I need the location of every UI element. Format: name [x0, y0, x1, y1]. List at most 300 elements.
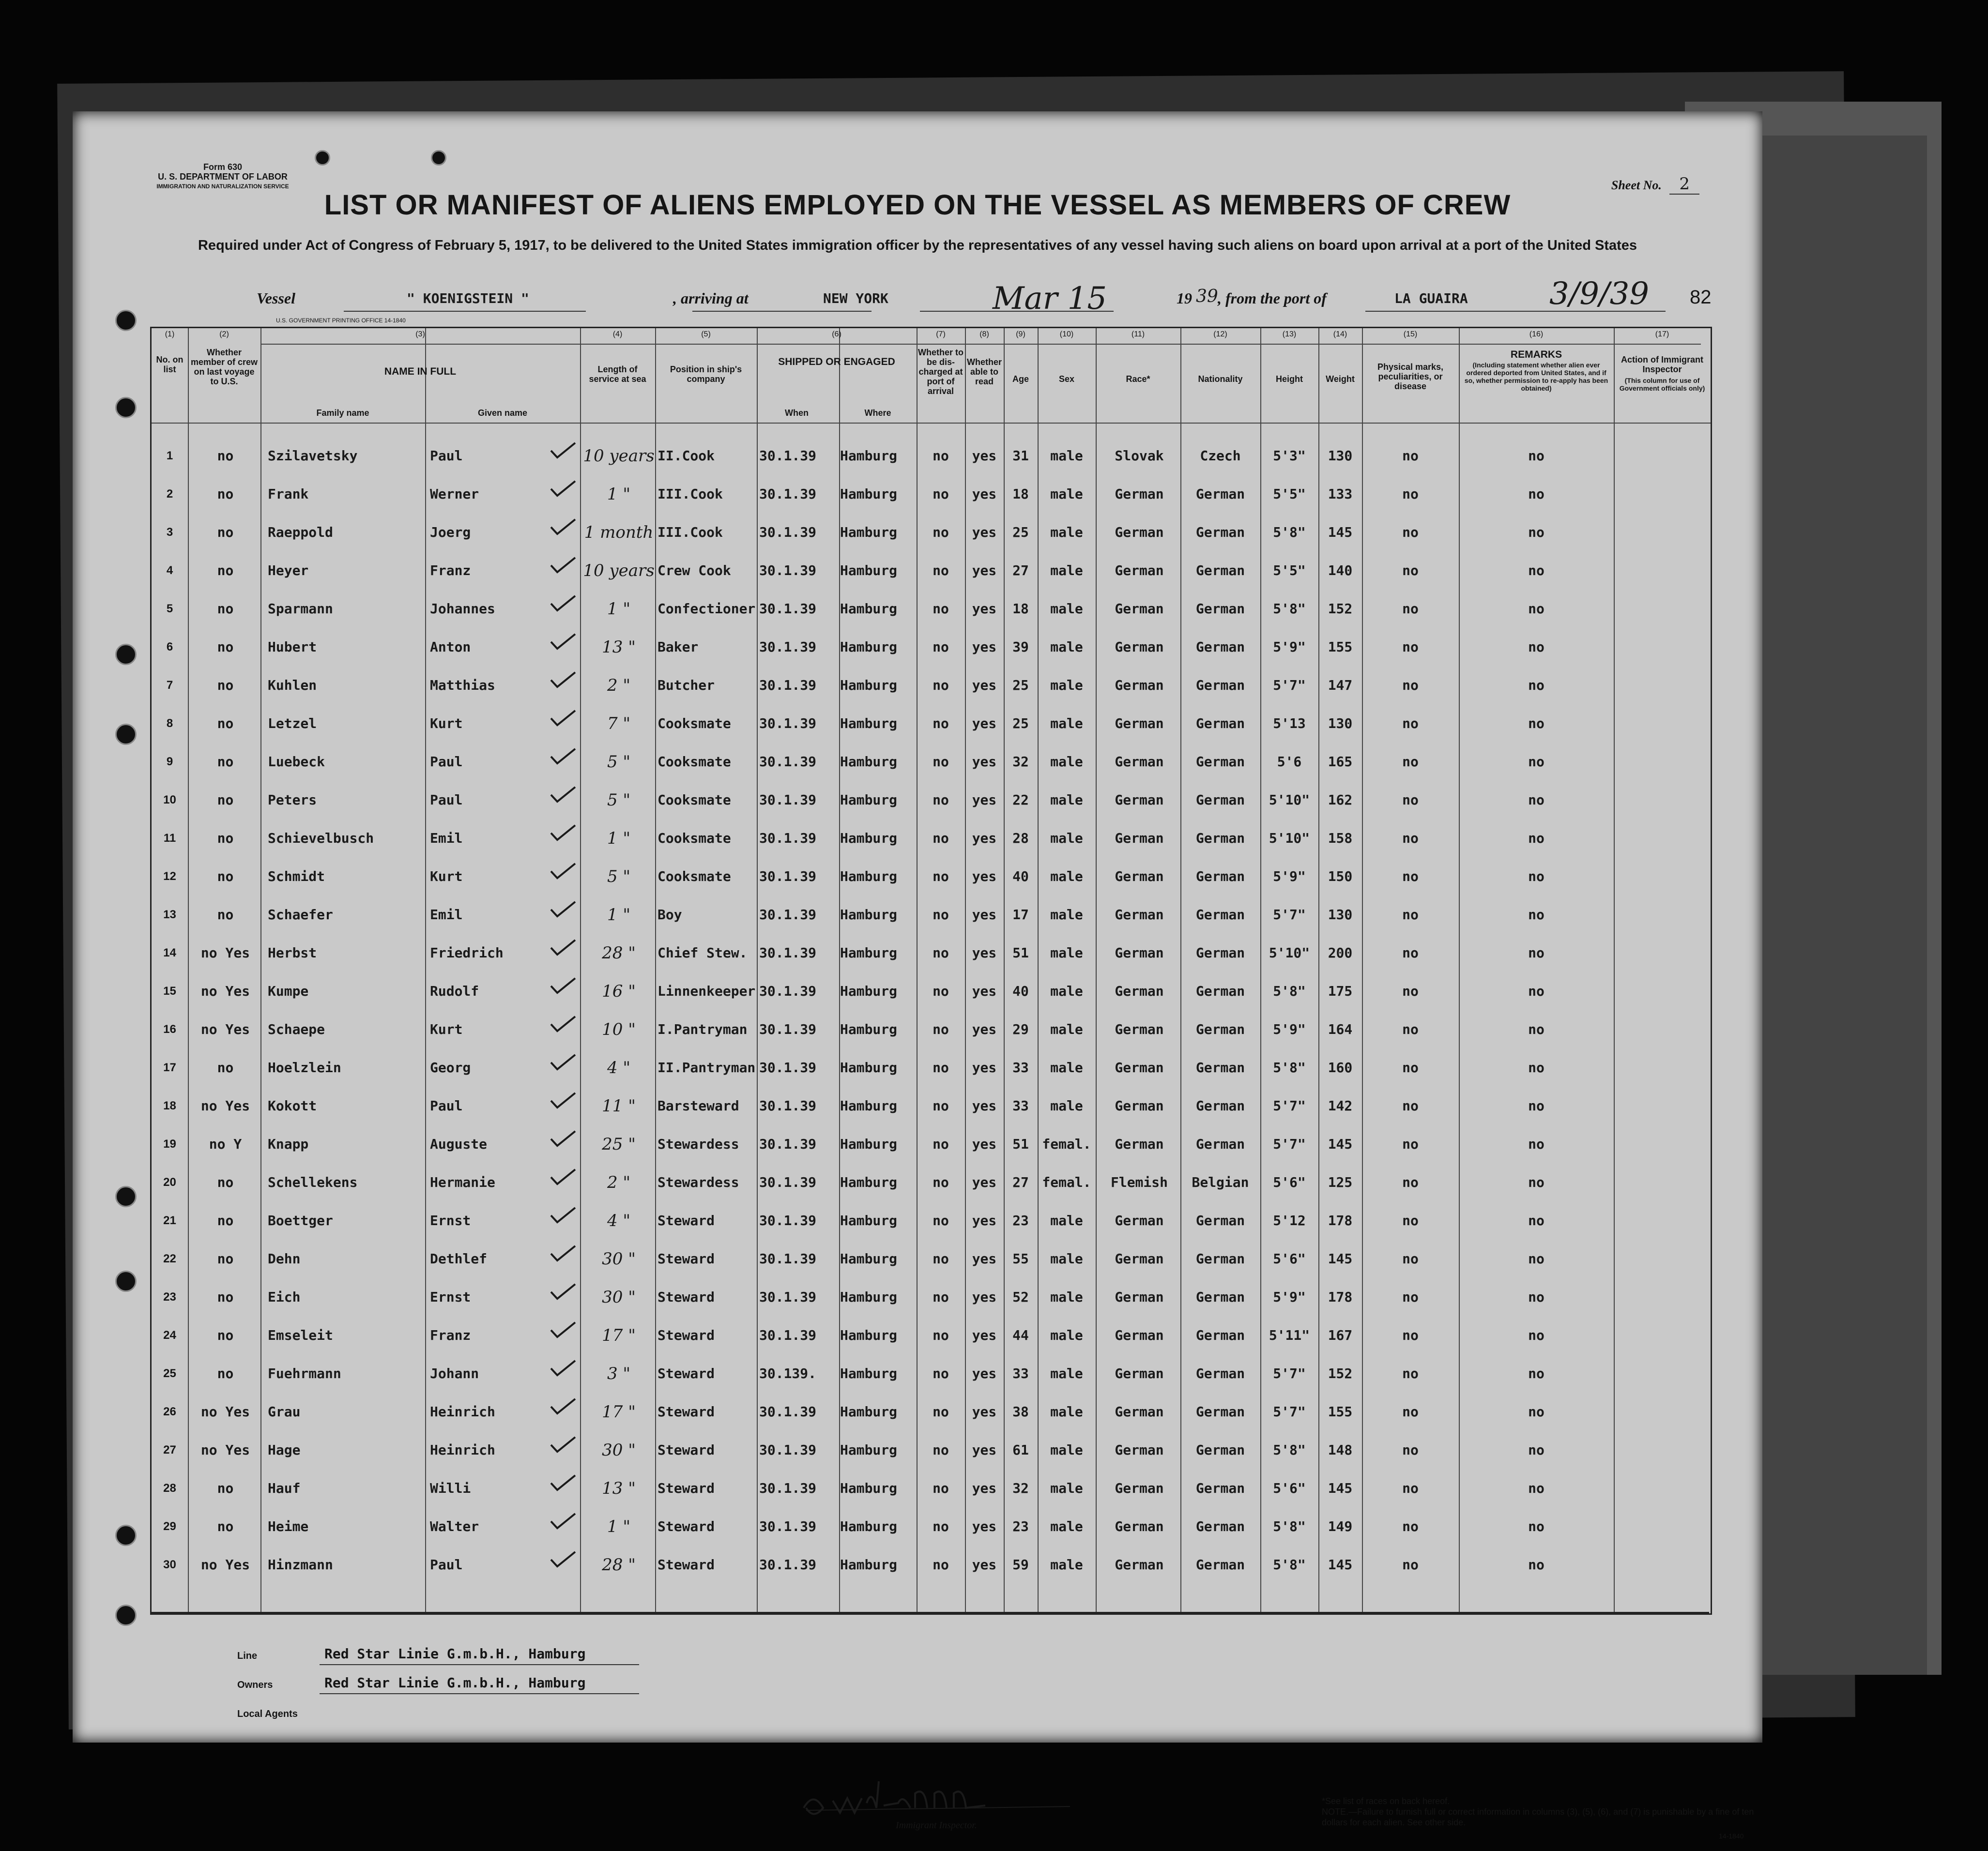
remarks-cell: no: [1528, 1060, 1545, 1076]
given-name-cell: Johannes: [430, 601, 495, 617]
race-cell: German: [1115, 1021, 1164, 1037]
service-cell: 10 years: [583, 561, 655, 580]
height-cell: 5'6": [1273, 1174, 1306, 1190]
underline: [920, 311, 1114, 312]
weight-cell: 145: [1328, 1251, 1353, 1267]
form-code: 14-1840: [1719, 1832, 1744, 1840]
header-shipped-engaged: SHIPPED OR ENGAGED: [778, 356, 895, 367]
remarks-cell: no: [1528, 754, 1545, 770]
where-cell: Hamburg: [840, 792, 898, 808]
signature-graphic: [799, 1781, 1089, 1820]
height-cell: 5'9": [1273, 1021, 1306, 1037]
row-number: 29: [163, 1520, 176, 1533]
table-row: [152, 1202, 1711, 1240]
sex-cell: male: [1050, 562, 1083, 578]
where-cell: Hamburg: [840, 524, 898, 540]
family-name-cell: Fuehrmann: [268, 1365, 341, 1381]
nationality-cell: German: [1195, 1060, 1245, 1076]
when-cell: 30.139.: [759, 1365, 817, 1381]
read-cell: yes: [972, 601, 997, 617]
row-number: 23: [163, 1290, 176, 1304]
sex-cell: male: [1050, 1442, 1083, 1458]
family-name-cell: Kumpe: [268, 983, 309, 999]
check-mark-icon: [549, 479, 578, 499]
given-name-cell: Paul: [430, 1098, 463, 1114]
position-cell: Crew Cook: [658, 562, 731, 578]
row-number: 30: [163, 1558, 176, 1571]
table-row: [152, 514, 1711, 551]
service-cell: 4 ": [607, 1058, 631, 1077]
race-cell: German: [1115, 715, 1164, 731]
where-cell: Hamburg: [840, 639, 898, 655]
read-cell: yes: [972, 1327, 997, 1343]
marks-cell: no: [1402, 1480, 1419, 1496]
where-cell: Hamburg: [840, 715, 898, 731]
remarks-cell: no: [1528, 868, 1545, 884]
where-cell: Hamburg: [840, 1251, 898, 1267]
read-cell: yes: [972, 868, 997, 884]
table-row: [152, 1393, 1711, 1431]
when-cell: 30.1.39: [759, 1442, 817, 1458]
check-mark-icon: [549, 632, 578, 652]
family-name-cell: Kokott: [268, 1098, 317, 1114]
read-cell: yes: [972, 907, 997, 923]
race-cell: German: [1115, 830, 1164, 846]
remarks-cell: no: [1528, 639, 1545, 655]
when-cell: 30.1.39: [759, 524, 817, 540]
read-cell: yes: [972, 830, 997, 846]
age-cell: 32: [1012, 754, 1029, 770]
row-number: 12: [163, 870, 176, 883]
age-cell: 29: [1012, 1021, 1029, 1037]
sex-cell: male: [1050, 524, 1083, 540]
service-cell: 1 ": [607, 829, 631, 848]
position-cell: II.Cook: [658, 448, 715, 464]
discharged-cell: no: [933, 754, 949, 770]
table-row: [152, 1355, 1711, 1393]
year-prefix: 19: [1177, 289, 1192, 307]
row-number: 3: [166, 526, 173, 539]
when-cell: 30.1.39: [759, 1251, 817, 1267]
position-cell: Cooksmate: [658, 792, 731, 808]
height-cell: 5'10": [1269, 792, 1310, 808]
remarks-cell: no: [1528, 677, 1545, 693]
from-port: LA GUAIRA: [1394, 290, 1468, 306]
family-name-cell: Hubert: [268, 639, 317, 655]
check-mark-icon: [549, 1359, 578, 1378]
sex-cell: male: [1050, 1327, 1083, 1343]
last-voyage-cell: no: [217, 1365, 234, 1381]
read-cell: yes: [972, 1251, 997, 1267]
nationality-cell: German: [1195, 1021, 1245, 1037]
discharged-cell: no: [933, 1557, 949, 1573]
when-cell: 30.1.39: [759, 830, 817, 846]
table-row: [152, 1470, 1711, 1507]
table-row: [152, 1278, 1711, 1316]
column-number: (9): [1016, 330, 1025, 338]
service-cell: 1 month: [584, 523, 654, 542]
header-race: Race*: [1126, 374, 1150, 384]
punch-hole: [115, 397, 137, 418]
punch-hole: [431, 150, 446, 166]
check-mark-icon: [549, 1015, 578, 1034]
given-name-cell: Kurt: [430, 868, 463, 884]
marks-cell: no: [1402, 792, 1419, 808]
discharged-cell: no: [933, 1442, 949, 1458]
given-name-cell: Paul: [430, 792, 463, 808]
row-number: 4: [166, 564, 173, 577]
position-cell: Steward: [658, 1251, 715, 1267]
last-voyage-cell: no: [217, 1518, 234, 1534]
header-sex: Sex: [1058, 374, 1075, 384]
height-cell: 5'7": [1273, 1365, 1306, 1381]
remarks-cell: no: [1528, 715, 1545, 731]
discharged-cell: no: [933, 1480, 949, 1496]
last-voyage-cell: no: [217, 1480, 234, 1496]
height-cell: 5'10": [1269, 830, 1310, 846]
sex-cell: male: [1050, 639, 1083, 655]
sex-cell: male: [1050, 868, 1083, 884]
age-cell: 18: [1012, 601, 1029, 617]
marks-cell: no: [1402, 754, 1419, 770]
last-voyage-cell: no: [217, 1251, 234, 1267]
read-cell: yes: [972, 524, 997, 540]
row-number: 6: [166, 640, 173, 653]
last-voyage-cell: no: [217, 1289, 234, 1305]
row-number: 10: [163, 793, 176, 806]
height-cell: 5'9": [1273, 868, 1306, 884]
service-cell: 30 ": [602, 1288, 636, 1307]
header-able-to-read: Whether able to read: [967, 357, 1002, 386]
position-cell: Steward: [658, 1480, 715, 1496]
age-cell: 23: [1012, 1213, 1029, 1229]
when-cell: 30.1.39: [759, 945, 817, 961]
table-row: [152, 934, 1711, 972]
marks-cell: no: [1402, 1365, 1419, 1381]
check-mark-icon: [549, 1550, 578, 1569]
race-cell: German: [1115, 601, 1164, 617]
check-mark-icon: [549, 1168, 578, 1187]
read-cell: yes: [972, 562, 997, 578]
weight-cell: 164: [1328, 1021, 1353, 1037]
read-cell: yes: [972, 1174, 997, 1190]
sex-cell: male: [1050, 754, 1083, 770]
year-suffix: 39: [1196, 287, 1218, 306]
row-number: 24: [163, 1329, 176, 1342]
position-cell: Steward: [658, 1365, 715, 1381]
underline: [320, 1664, 639, 1665]
discharged-cell: no: [933, 639, 949, 655]
race-cell: German: [1115, 1480, 1164, 1496]
read-cell: yes: [972, 983, 997, 999]
service-cell: 1 ": [607, 905, 631, 925]
weight-cell: 200: [1328, 945, 1353, 961]
where-cell: Hamburg: [840, 868, 898, 884]
table-row: [152, 1164, 1711, 1201]
header-age: Age: [1012, 374, 1029, 384]
family-name-cell: Letzel: [268, 715, 317, 731]
background-sheet: [1753, 136, 1927, 1675]
sex-cell: male: [1050, 907, 1083, 923]
read-cell: yes: [972, 1404, 997, 1420]
discharged-cell: no: [933, 868, 949, 884]
height-cell: 5'6: [1277, 754, 1302, 770]
service-cell: 5 ": [607, 752, 631, 772]
row-number: 26: [163, 1405, 176, 1418]
service-cell: 1 ": [607, 599, 631, 619]
marks-cell: no: [1402, 1404, 1419, 1420]
footer: [165, 1626, 1762, 1738]
height-cell: 5'8": [1273, 1442, 1306, 1458]
given-name-cell: Matthias: [430, 677, 495, 693]
race-cell: German: [1115, 792, 1164, 808]
height-cell: 5'5": [1273, 486, 1306, 502]
discharged-cell: no: [933, 1060, 949, 1076]
race-cell: German: [1115, 1557, 1164, 1573]
weight-cell: 155: [1328, 1404, 1353, 1420]
when-cell: 30.1.39: [759, 486, 817, 502]
row-number: 7: [166, 679, 173, 692]
remarks-cell: no: [1528, 448, 1545, 464]
age-cell: 23: [1012, 1518, 1029, 1534]
given-name-cell: Hermanie: [430, 1174, 495, 1190]
note-races: *See list of races on back hereof.: [1322, 1796, 1450, 1806]
when-cell: 30.1.39: [759, 1174, 817, 1190]
marks-cell: no: [1402, 983, 1419, 999]
nationality-cell: German: [1195, 1289, 1245, 1305]
sex-cell: male: [1050, 486, 1083, 502]
race-cell: German: [1115, 907, 1164, 923]
given-name-cell: Ernst: [430, 1213, 471, 1229]
last-voyage-cell: no: [217, 601, 234, 617]
row-number: 1: [166, 449, 173, 462]
row-number: 11: [163, 832, 176, 845]
service-cell: 5 ": [607, 867, 631, 886]
nationality-cell: German: [1195, 486, 1245, 502]
weight-cell: 158: [1328, 830, 1353, 846]
height-cell: 5'9": [1273, 1289, 1306, 1305]
position-cell: Steward: [658, 1327, 715, 1343]
remarks-cell: no: [1528, 983, 1545, 999]
row-number: 28: [163, 1482, 176, 1495]
where-cell: Hamburg: [840, 1442, 898, 1458]
nationality-cell: German: [1195, 1480, 1245, 1496]
punch-hole: [115, 1605, 137, 1626]
given-name-cell: Werner: [430, 486, 479, 502]
position-cell: Stewardess: [658, 1174, 739, 1190]
weight-cell: 145: [1328, 1136, 1353, 1152]
header-action-note: (This column for use of Government officials only): [1619, 377, 1705, 392]
discharged-cell: no: [933, 448, 949, 464]
family-name-cell: Kuhlen: [268, 677, 317, 693]
column-number: (17): [1655, 330, 1669, 338]
discharged-cell: no: [933, 945, 949, 961]
nationality-cell: German: [1195, 945, 1245, 961]
header-nationality: Nationality: [1198, 374, 1243, 384]
table-bottom-rule: [150, 1612, 1709, 1613]
age-cell: 22: [1012, 792, 1029, 808]
race-cell: Slovak: [1115, 448, 1164, 464]
height-cell: 5'11": [1269, 1327, 1310, 1343]
age-cell: 18: [1012, 486, 1029, 502]
discharged-cell: no: [933, 715, 949, 731]
header-physical-marks: Physical marks, peculiarities, or disease: [1377, 362, 1444, 391]
family-name-cell: Emseleit: [268, 1327, 333, 1343]
race-cell: German: [1115, 486, 1164, 502]
given-name-cell: Friedrich: [430, 945, 504, 961]
position-cell: III.Cook: [658, 524, 723, 540]
sex-cell: male: [1050, 1213, 1083, 1229]
when-cell: 30.1.39: [759, 715, 817, 731]
row-number: 18: [163, 1099, 176, 1112]
family-name-cell: Frank: [268, 486, 309, 502]
vessel-name: " KOENIGSTEIN ": [407, 290, 529, 306]
position-cell: Cooksmate: [658, 754, 731, 770]
age-cell: 33: [1012, 1098, 1029, 1114]
age-cell: 25: [1012, 524, 1029, 540]
position-cell: Steward: [658, 1213, 715, 1229]
weight-cell: 167: [1328, 1327, 1353, 1343]
sex-cell: femal.: [1042, 1174, 1091, 1190]
given-name-cell: Franz: [430, 562, 471, 578]
column-number: (13): [1282, 330, 1297, 338]
table-row: [152, 1317, 1711, 1354]
given-name-cell: Emil: [430, 907, 463, 923]
table-row: [152, 1011, 1711, 1048]
remarks-cell: no: [1528, 1518, 1545, 1534]
where-cell: Hamburg: [840, 1098, 898, 1114]
remarks-cell: no: [1528, 830, 1545, 846]
weight-cell: 165: [1328, 754, 1353, 770]
when-cell: 30.1.39: [759, 792, 817, 808]
when-cell: 30.1.39: [759, 1557, 817, 1573]
race-cell: German: [1115, 1365, 1164, 1381]
punch-hole: [115, 724, 137, 745]
discharged-cell: no: [933, 1327, 949, 1343]
height-cell: 5'3": [1273, 448, 1306, 464]
table-row: [152, 1240, 1711, 1278]
last-voyage-cell: no Yes: [200, 945, 250, 961]
marks-cell: no: [1402, 1213, 1419, 1229]
age-cell: 51: [1012, 1136, 1029, 1152]
height-cell: 5'10": [1269, 945, 1310, 961]
crew-table: [150, 327, 1712, 1615]
sheet-label: Sheet No.: [1611, 178, 1662, 192]
race-cell: German: [1115, 983, 1164, 999]
when-cell: 30.1.39: [759, 639, 817, 655]
when-cell: 30.1.39: [759, 1060, 817, 1076]
table-row: [152, 781, 1711, 819]
last-voyage-cell: no: [217, 448, 234, 464]
read-cell: yes: [972, 715, 997, 731]
family-name-cell: Hoelzlein: [268, 1060, 341, 1076]
marks-cell: no: [1402, 486, 1419, 502]
check-mark-icon: [549, 1397, 578, 1416]
height-cell: 5'8": [1273, 1060, 1306, 1076]
check-mark-icon: [549, 823, 578, 843]
punch-hole: [315, 150, 330, 166]
weight-cell: 178: [1328, 1289, 1353, 1305]
row-number: 22: [163, 1252, 176, 1265]
where-cell: Hamburg: [840, 1174, 898, 1190]
position-cell: Cooksmate: [658, 715, 731, 731]
last-voyage-cell: no: [217, 524, 234, 540]
remarks-cell: no: [1528, 562, 1545, 578]
printing-office: U.S. GOVERNMENT PRINTING OFFICE 14-1840: [276, 317, 406, 324]
marks-cell: no: [1402, 1174, 1419, 1190]
marks-cell: no: [1402, 1060, 1419, 1076]
service-cell: 13 ": [602, 1479, 636, 1498]
service: IMMIGRATION AND NATURALIZATION SERVICE: [156, 183, 289, 190]
height-cell: 5'12: [1273, 1213, 1306, 1229]
height-cell: 5'7": [1273, 1098, 1306, 1114]
weight-cell: 147: [1328, 677, 1353, 693]
race-cell: German: [1115, 1136, 1164, 1152]
where-cell: Hamburg: [840, 1557, 898, 1573]
remarks-cell: no: [1528, 601, 1545, 617]
height-cell: 5'7": [1273, 1136, 1306, 1152]
nationality-cell: German: [1195, 639, 1245, 655]
discharged-cell: no: [933, 1289, 949, 1305]
weight-cell: 160: [1328, 1060, 1353, 1076]
race-cell: German: [1115, 868, 1164, 884]
marks-cell: no: [1402, 945, 1419, 961]
discharged-cell: no: [933, 830, 949, 846]
where-cell: Hamburg: [840, 1136, 898, 1152]
age-cell: 52: [1012, 1289, 1029, 1305]
page-subtitle: Required under Act of Congress of February 5, 1917, to be delivered to the United States immigration officer by the representatives of any vessel having such aliens on board upon arrival at a port of the United States: [198, 238, 1637, 253]
nationality-cell: German: [1195, 1365, 1245, 1381]
last-voyage-cell: no Yes: [200, 1404, 250, 1420]
column-number: (5): [701, 330, 711, 338]
where-cell: Hamburg: [840, 830, 898, 846]
header-when: When: [785, 408, 809, 418]
last-voyage-cell: no: [217, 562, 234, 578]
service-cell: 11 ": [602, 1096, 636, 1116]
age-cell: 17: [1012, 907, 1029, 923]
given-name-cell: Emil: [430, 830, 463, 846]
nationality-cell: German: [1195, 715, 1245, 731]
row-number: 2: [166, 487, 173, 501]
read-cell: yes: [972, 754, 997, 770]
table-row: [152, 1049, 1711, 1087]
nationality-cell: Belgian: [1192, 1174, 1249, 1190]
read-cell: yes: [972, 1213, 997, 1229]
table-row: [152, 705, 1711, 743]
service-cell: 2 ": [607, 676, 631, 695]
given-name-cell: Dethlef: [430, 1251, 488, 1267]
column-number: (11): [1131, 330, 1145, 338]
sex-cell: male: [1050, 1060, 1083, 1076]
table-row: [152, 1125, 1711, 1163]
nationality-cell: Czech: [1200, 448, 1241, 464]
when-cell: 30.1.39: [759, 1098, 817, 1114]
sex-cell: male: [1050, 1404, 1083, 1420]
height-cell: 5'8": [1273, 1518, 1306, 1534]
signature-caption: Immigrant Inspector.: [896, 1820, 977, 1831]
table-row: [152, 628, 1711, 666]
nationality-cell: German: [1195, 830, 1245, 846]
check-mark-icon: [549, 1244, 578, 1263]
weight-cell: 150: [1328, 868, 1353, 884]
weight-cell: 149: [1328, 1518, 1353, 1534]
discharged-cell: no: [933, 1021, 949, 1037]
age-cell: 27: [1012, 562, 1029, 578]
header-last-voyage: Whether member of crew on last voyage to U.S.: [190, 348, 258, 386]
last-voyage-cell: no: [217, 792, 234, 808]
race-cell: Flemish: [1110, 1174, 1168, 1190]
check-mark-icon: [549, 900, 578, 919]
